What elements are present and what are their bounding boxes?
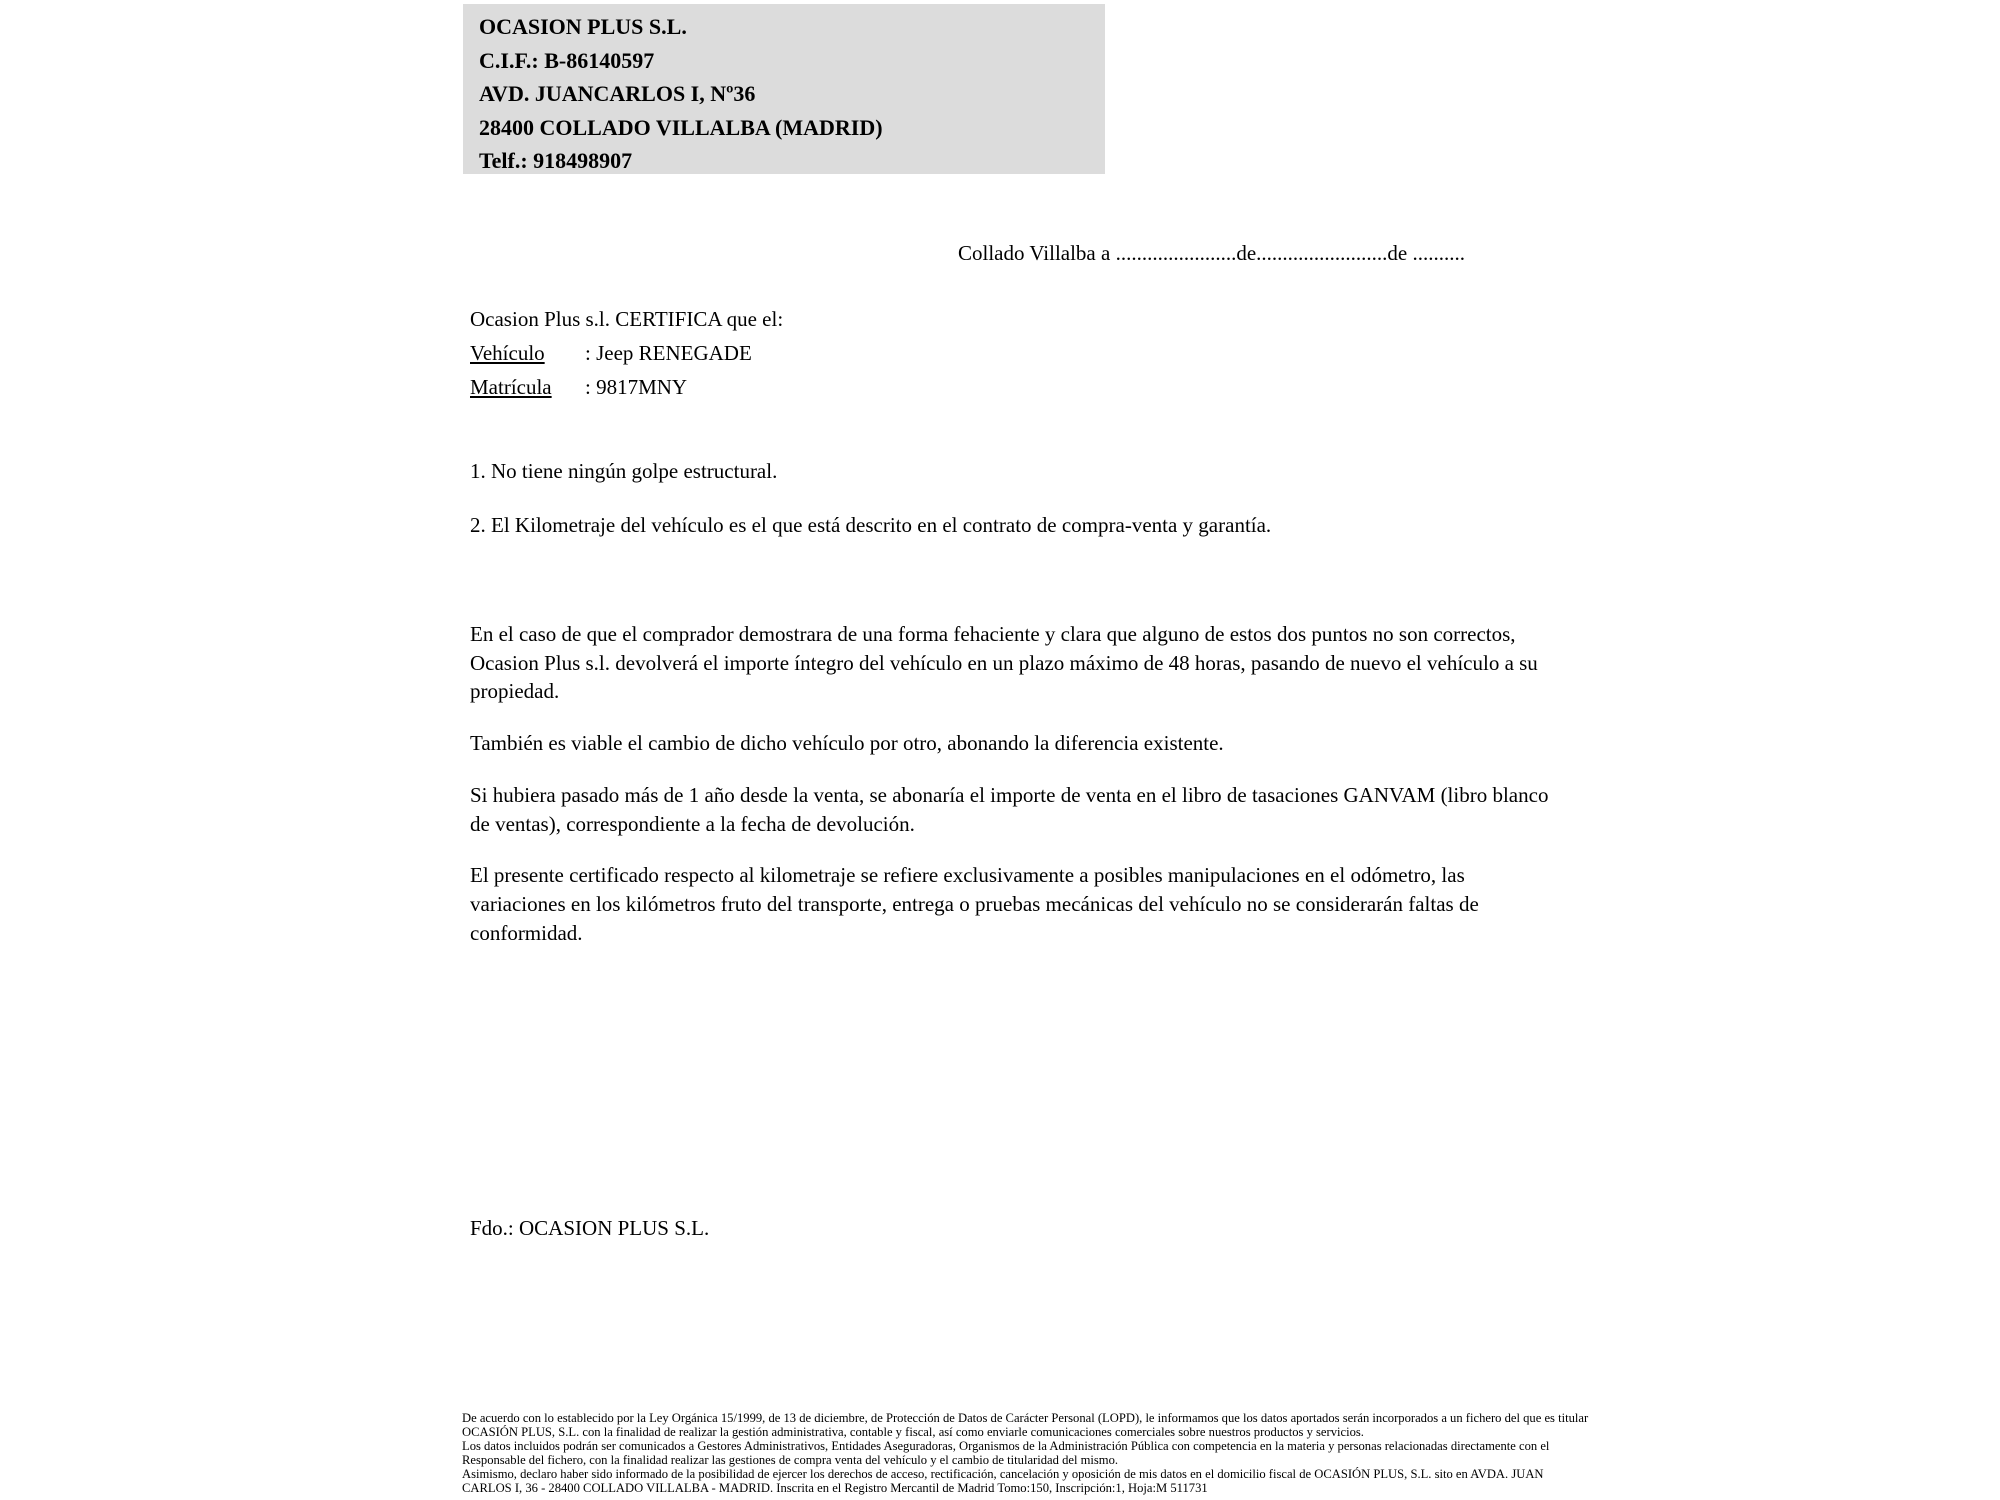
paragraph-refund-guarantee: En el caso de que el comprador demostrara de una forma fehaciente y clara que alguno de estos dos puntos no son correctos, Ocasion Plus s.l. devolverá el importe íntegro del vehículo en un plazo máximo de 48 horas, pasando de nuevo el vehículo a su propiedad. [470, 622, 1538, 704]
plate-value: : 9817MNY [585, 375, 688, 399]
letterhead-box [463, 4, 1105, 174]
legal-line: Los datos incluidos podrán ser comunicados a Gestores Administrativos, Entidades Aseguradoras, Organismos de la Administración Pública con competencia en la materia y personas relacionadas directamente con el [462, 1438, 1550, 1453]
legal-line: OCASIÓN PLUS, S.L. con la finalidad de realizar la gestión administrativa, contable y fiscal, así como enviarle comunicaciones comerciales sobre nuestros productos y servicios. [462, 1424, 1364, 1439]
body-paragraphs [470, 620, 1552, 970]
certify-intro: Ocasion Plus s.l. CERTIFICA que el: [470, 307, 784, 331]
company-cif: C.I.F.: B-86140597 [479, 47, 655, 73]
company-phone: Telf.: 918498907 [479, 148, 633, 173]
paragraph-odometer-scope: El presente certificado respecto al kilometraje se refiere exclusivamente a posibles manipulaciones en el odómetro, las variaciones en los kilómetros fruto del transporte, entrega o pruebas mecánicas del vehículo no se considerarán faltas de conformidad. [470, 863, 1479, 945]
signature-line: Fdo.: OCASION PLUS S.L. [470, 1216, 710, 1240]
certify-block [470, 302, 783, 404]
legal-line: Responsable del fichero, con la finalidad realizar las gestiones de compra venta del vehículo y el cambio de titularidad del mismo. [462, 1452, 1119, 1467]
paragraph-ganvam-valuation: Si hubiera pasado más de 1 año desde la venta, se abonaría el importe de venta en el libro de tasaciones GANVAM (libro blanco de ventas), correspondiente a la fecha de devolución. [470, 782, 1549, 836]
legal-line: De acuerdo con lo establecido por la Ley Orgánica 15/1999, de 13 de diciembre, de Protección de Datos de Carácter Personal (LOPD), le informamos que los datos aportados serán incorporados a un fichero del que es titular [462, 1411, 1589, 1425]
vehicle-label: Vehículo [470, 341, 545, 365]
company-name: OCASION PLUS S.L. [479, 14, 687, 39]
paragraph-exchange-option: También es viable el cambio de dicho vehículo por otro, abonando la diferencia existente. [470, 731, 1224, 756]
company-city: 28400 COLLADO VILLALBA (MADRID) [479, 114, 883, 140]
company-address: AVD. JUANCARLOS I, Nº36 [479, 81, 756, 106]
vehicle-value: : Jeep RENEGADE [585, 341, 752, 365]
date-fill-in-line: Collado Villalba a .......................de.........................de .......... [958, 241, 1465, 265]
plate-label: Matrícula [470, 375, 552, 399]
certified-point-2: 2. El Kilometraje del vehículo es el que está descrito en el contrato de compra-venta y garantía. [470, 513, 1272, 537]
plate-field [470, 370, 783, 404]
certified-point-1: 1. No tiene ningún golpe estructural. [470, 459, 778, 483]
legal-line: CARLOS I, 36 - 28400 COLLADO VILLALBA - MADRID. Inscrita en el Registro Mercantil de Madrid Tomo:150, Inscripción:1, Hoja:M 511731 [462, 1480, 1208, 1495]
vehicle-field [470, 336, 783, 370]
legal-line: Asimismo, declaro haber sido informado de la posibilidad de ejercer los derechos de acceso, rectificación, cancelación y oposición de mis datos en el domicilio fiscal de OCASIÓN PLUS, S.L. sito en AVDA. JUAN [462, 1466, 1544, 1481]
legal-fine-print [462, 1411, 1589, 1495]
